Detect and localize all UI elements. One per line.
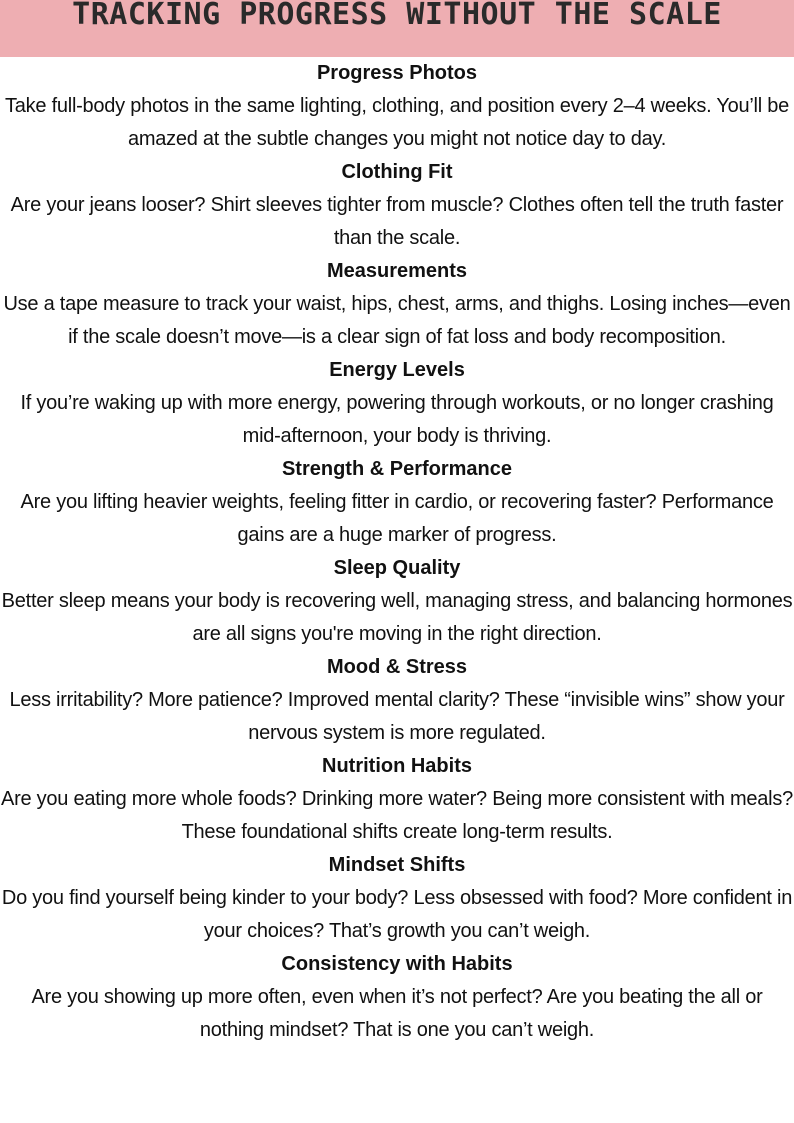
section-mindset-shifts — [0, 849, 794, 948]
section-energy-levels — [0, 354, 794, 453]
section-body: Take full-body photos in the same lighting, clothing, and position every 2–4 weeks. You’ll be amazed at the subtle changes you might not notice day to day. — [5, 95, 789, 150]
section-heading: Mood & Stress — [326, 656, 468, 678]
section-body: Less irritability? More patience? Improved mental clarity? These “invisible wins” show your nervous system is more regulated. — [9, 689, 785, 744]
section-body: Use a tape measure to track your waist, hips, chest, arms, and thighs. Losing inches—even if the scale doesn’t move—is a clear sign of fat loss and body recomposition. — [3, 293, 791, 348]
section-strength-performance — [0, 453, 794, 552]
section-body: Are you showing up more often, even when it’s not perfect? Are you beating the all or nothing mindset? That is one you can’t weigh. — [31, 986, 763, 1041]
section-body: Are you lifting heavier weights, feeling fitter in cardio, or recovering faster? Performance gains are a huge marker of progress. — [20, 491, 774, 546]
section-sleep-quality — [0, 552, 794, 651]
section-progress-photos — [0, 57, 794, 156]
section-heading: Consistency with Habits — [281, 953, 513, 975]
section-body: If you’re waking up with more energy, powering through workouts, or no longer crashing mid-afternoon, your body is thriving. — [20, 392, 774, 447]
section-consistency-habits — [0, 948, 794, 1047]
section-body: Are your jeans looser? Shirt sleeves tighter from muscle? Clothes often tell the truth faster than the scale. — [10, 194, 784, 249]
section-heading: Clothing Fit — [341, 161, 453, 183]
section-heading: Measurements — [326, 260, 468, 282]
section-heading: Nutrition Habits — [322, 755, 472, 777]
section-body: Are you eating more whole foods? Drinking more water? Being more consistent with meals? These foundational shifts create long-term results. — [1, 788, 793, 843]
section-heading: Energy Levels — [329, 359, 465, 381]
section-nutrition-habits — [0, 750, 794, 849]
title-banner — [0, 0, 794, 57]
section-mood-stress — [0, 651, 794, 750]
section-clothing-fit — [0, 156, 794, 255]
sections-list — [0, 57, 794, 1047]
section-heading: Mindset Shifts — [328, 854, 466, 876]
section-body: Do you find yourself being kinder to your body? Less obsessed with food? More confident in your choices? That’s growth you can’t weigh. — [1, 887, 793, 942]
section-measurements — [0, 255, 794, 354]
page-title: TRACKING PROGRESS WITHOUT THE SCALE — [72, 0, 722, 32]
section-body: Better sleep means your body is recovering well, managing stress, and balancing hormones are all signs you're moving in the right direction. — [1, 590, 793, 645]
section-heading: Progress Photos — [316, 62, 478, 84]
section-heading: Sleep Quality — [333, 557, 461, 579]
section-heading: Strength & Performance — [281, 458, 513, 480]
